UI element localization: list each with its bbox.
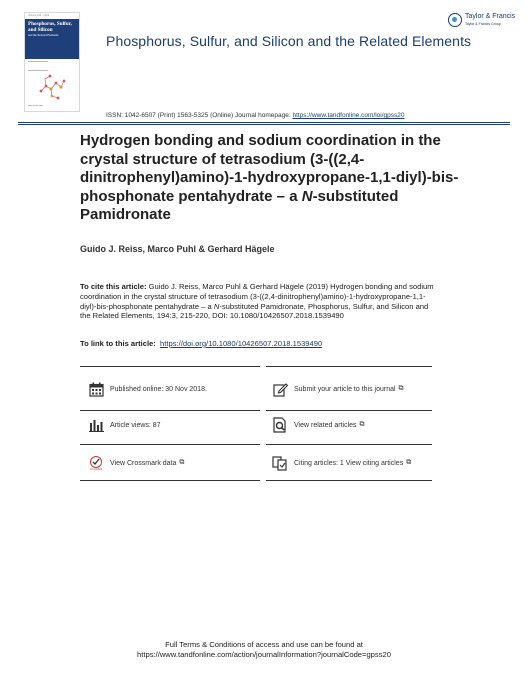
journal-cover-thumbnail: [24, 12, 80, 112]
citation-block: [80, 282, 440, 321]
issn-text: ISSN: 1042-6507 (Print) 1563-5325 (Online) Journal homepage:: [106, 112, 293, 119]
publisher-name: Taylor & Francis: [465, 13, 516, 20]
article-views-text: Article views: 87: [110, 421, 161, 429]
external-link-icon: ⧉: [406, 459, 412, 466]
issn-line: [106, 112, 404, 119]
box-rule: [80, 410, 260, 411]
calendar-icon: [88, 381, 104, 397]
box-rule: [80, 480, 260, 481]
box-rule: [80, 444, 260, 445]
footer-terms-line: Full Terms & Conditions of access and use can be found at: [165, 640, 363, 649]
crossmark-icon-label: CrossMark: [89, 467, 103, 471]
cite-text: Guido J. Reiss, Marco Puhl & Gerhard Hägele (2019) Hydrogen bonding and sodium coordination in the crystal structure of tetrasodium (3-((2,4-dinitrophenyl)amino)-1-hydroxypropane-1,1-diyl)-bis-phosphonate pentahydrate – a: [80, 282, 434, 311]
publisher-tagline: Taylor & Francis Group: [465, 22, 501, 26]
external-link-icon: ⧉: [398, 385, 404, 392]
cover-footer: ▬▬ ▬▬▬ ▬▬: [28, 105, 44, 107]
cover-title-text: Phosphorus, Sulfur, and Silicon: [28, 21, 72, 33]
cite-text-end: -substituted Pamidronate, Phosphorus, Sulfur, and Silicon and the Related Elements, 194:3, 215-220, DOI: 10.1080/10426507.2018.1539490: [80, 301, 429, 321]
article-title: [80, 132, 480, 225]
link-label: To link to this article:: [80, 339, 156, 348]
edit-icon: [272, 381, 288, 397]
doi-link[interactable]: https://doi.org/10.1080/10426507.2018.1539490: [160, 339, 323, 348]
article-views-info: [88, 417, 161, 433]
citing-articles-text: Citing articles: 1 View citing articles: [294, 459, 404, 467]
article-authors: Guido J. Reiss, Marco Puhl & Gerhard Hägele: [80, 244, 275, 254]
bar-chart-icon: [88, 417, 104, 433]
citing-articles-link[interactable]: [272, 455, 411, 471]
crossmark-icon: [88, 455, 104, 471]
external-link-icon: ⧉: [179, 459, 185, 466]
crossmark-link[interactable]: [88, 455, 184, 471]
cover-title: [28, 22, 78, 39]
document-search-icon: [272, 417, 288, 433]
cover-lines: [28, 61, 48, 71]
box-rule: [266, 480, 432, 481]
cover-volume: Volume 194 · 2019: [28, 14, 49, 17]
publisher-logo-icon: [448, 13, 462, 27]
header-divider: [18, 122, 510, 123]
cover-subtitle-text: and the Related Elements: [28, 33, 59, 38]
published-online-info: [88, 381, 207, 397]
crossmark-text: View Crossmark data: [110, 459, 177, 467]
external-link-icon: ⧉: [359, 421, 365, 428]
box-rule: [80, 366, 260, 367]
cite-italic: N: [213, 301, 220, 311]
submit-article-text: Submit your article to this journal: [294, 385, 396, 393]
submit-article-link[interactable]: [272, 381, 404, 397]
related-articles-link[interactable]: [272, 417, 365, 433]
title-italic: N: [301, 187, 313, 205]
journal-homepage-link[interactable]: https://www.tandfonline.com/loi/gpss20: [292, 112, 405, 119]
article-link-line: [80, 339, 322, 348]
citing-articles-icon: [272, 455, 288, 471]
journal-name: Phosphorus, Sulfur, and Silicon and the Related Elements: [106, 33, 472, 49]
header-divider-2: [18, 124, 510, 125]
box-rule: [266, 444, 432, 445]
publisher-logo[interactable]: [448, 12, 518, 30]
title-text-end: -substituted Pamidronate: [80, 187, 399, 223]
title-text: Hydrogen bonding and sodium coordination in the crystal structure of tetrasodium (3-((2,4-dinitrophenyl)amino)-1-hydroxypropane-1,1-diyl)-bis-phosphonate pentahydrate – a: [80, 132, 459, 205]
cite-label: To cite this article:: [80, 282, 147, 291]
related-articles-text: View related articles: [294, 421, 357, 429]
box-rule: [266, 410, 432, 411]
published-online-text: Published online: 30 Nov 2018.: [110, 385, 207, 393]
footer-terms-url[interactable]: https://www.tandfonline.com/action/journalInformation?journalCode=gpss20: [137, 650, 391, 659]
box-rule: [266, 366, 432, 367]
molecule-illustration: [37, 71, 67, 101]
